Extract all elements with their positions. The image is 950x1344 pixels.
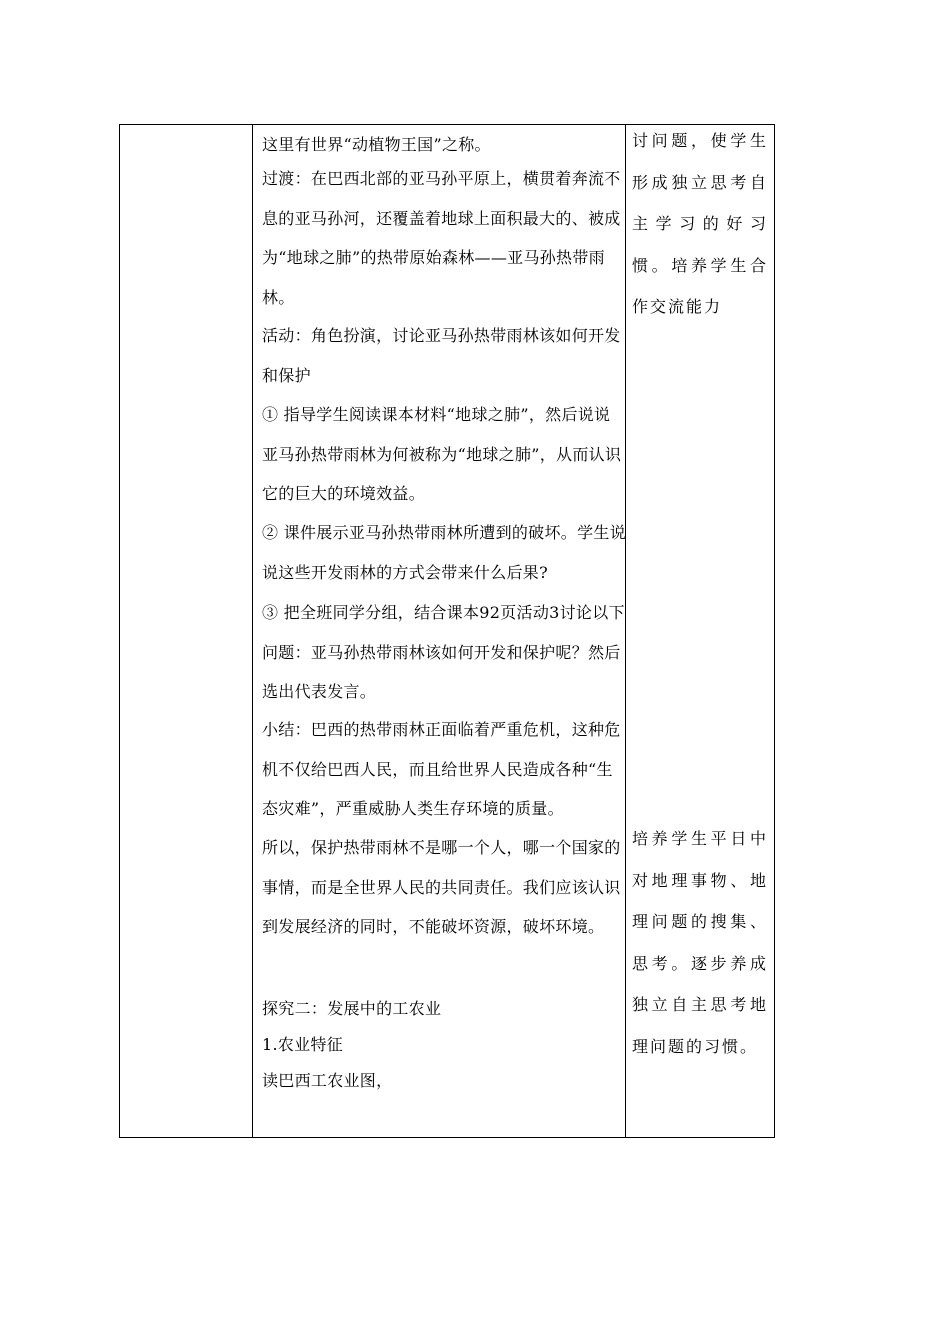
paragraph-intro: 这里有世界“动植物王国”之称。 — [262, 135, 491, 154]
intent-paragraph-1: 讨问题，使学生形成独立思考自主学习的好习惯。培养学生合作交流能力 — [632, 131, 768, 316]
column-divider-1 — [252, 125, 253, 1137]
paragraph-conclusion: 所以，保护热带雨林不是哪一个人，哪一个国家的事情，而是全世界人民的共同责任。我们应该认识到发展经济的同时，不能破坏资源，破坏环境。 — [262, 838, 621, 936]
heading-inquiry-two: 探究二：发展中的工农业 — [262, 999, 442, 1018]
paragraph-summary: 小结：巴西的热带雨林正面临着严重危机，这种危机不仅给巴西人民，而且给世界人民造成各种“生态灾难”，严重威胁人类生存环境的质量。 — [262, 720, 621, 818]
paragraph-read-map: 读巴西工农业图， — [262, 1071, 393, 1090]
paragraph-step-2: ② 课件展示亚马孙热带雨林所遭到的破坏。学生说说这些开发雨林的方式会带来什么后果? — [262, 523, 626, 582]
paragraph-step-1: ① 指导学生阅读课本材料“地球之肺”，然后说说亚马孙热带雨林为何被称为“地球之肺”，从而认识它的巨大的环境效益。 — [262, 405, 622, 503]
paragraph-activity: 活动：角色扮演，讨论亚马孙热带雨林该如何开发和保护 — [262, 326, 621, 385]
paragraph-step-3: ③ 把全班同学分组，结合课本92页活动3讨论以下问题：亚马孙热带雨林该如何开发和保护呢？然后选出代表发言。 — [262, 603, 625, 701]
heading-agriculture: 1.农业特征 — [262, 1035, 344, 1054]
intent-paragraph-2: 培养学生平日中对地理事物、地理问题的搜集、思考。逐步养成独立自主思考地理问题的习惯。 — [632, 829, 768, 1056]
paragraph-transition: 过渡：在巴西北部的亚马孙平原上，横贯着奔流不息的亚马孙河，还覆盖着地球上面积最大的、被成为“地球之肺”的热带原始森林——亚马孙热带雨林。 — [262, 169, 621, 307]
lesson-table — [119, 124, 775, 1138]
